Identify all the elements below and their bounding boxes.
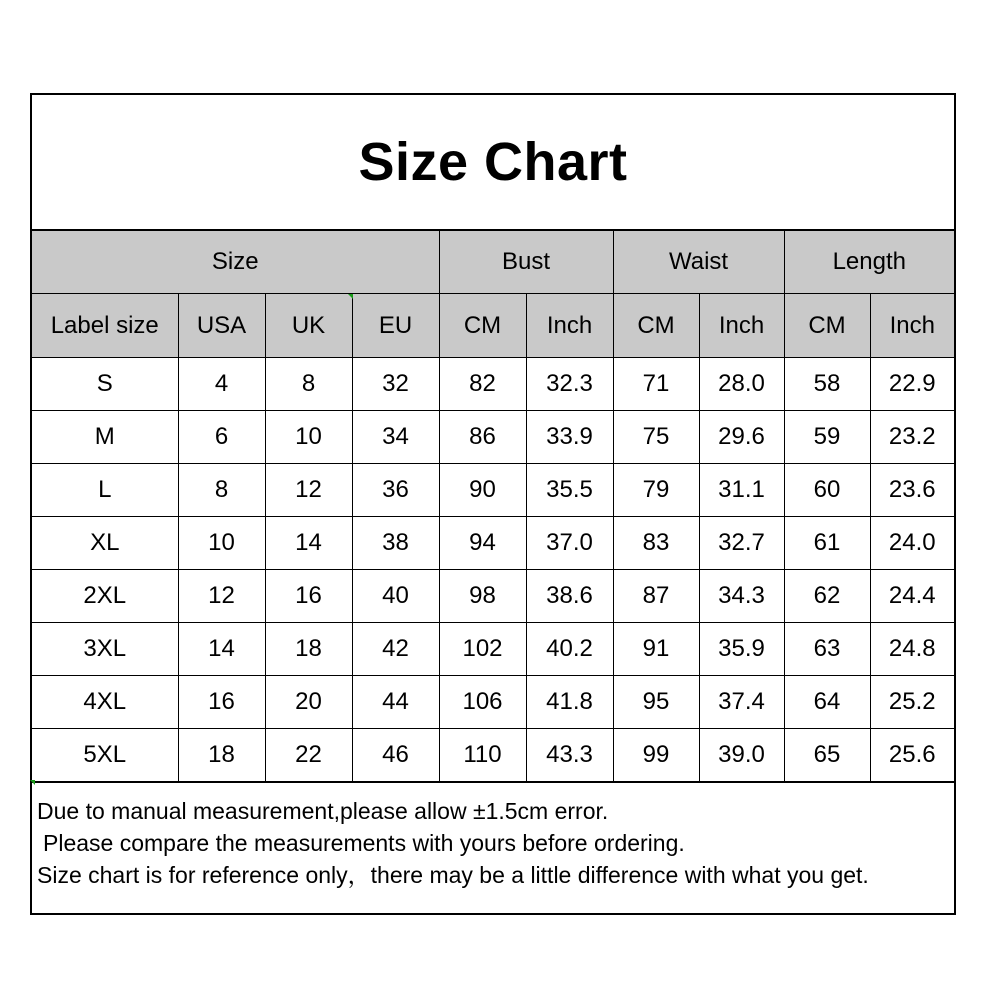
table-cell: 18 [265, 623, 352, 676]
table-cell: 102 [439, 623, 526, 676]
table-cell: 91 [613, 623, 699, 676]
table-cell: 24.8 [870, 623, 954, 676]
table-cell: 8 [265, 358, 352, 411]
table-cell: 83 [613, 517, 699, 570]
table-cell: 16 [265, 570, 352, 623]
table-cell: 46 [352, 729, 439, 782]
table-cell: 34 [352, 411, 439, 464]
table-cell: 22.9 [870, 358, 954, 411]
table-row [32, 676, 954, 729]
column-header: Inch [526, 294, 613, 358]
table-row [32, 464, 954, 517]
column-header: CM [613, 294, 699, 358]
group-header-size: Size [32, 231, 439, 294]
table-cell: 22 [265, 729, 352, 782]
table-cell: 40 [352, 570, 439, 623]
table-cell: 12 [178, 570, 265, 623]
title-box [32, 95, 954, 231]
chart-title: Size Chart [358, 132, 628, 192]
table-cell: 82 [439, 358, 526, 411]
table-row [32, 411, 954, 464]
size-label-cell: 5XL [32, 729, 178, 782]
table-cell: 71 [613, 358, 699, 411]
table-row [32, 570, 954, 623]
table-cell: 98 [439, 570, 526, 623]
table-cell: 23.2 [870, 411, 954, 464]
table-cell: 40.2 [526, 623, 613, 676]
table-cell: 14 [178, 623, 265, 676]
table-cell: 63 [784, 623, 870, 676]
table-cell: 38.6 [526, 570, 613, 623]
note-line: Size chart is for reference only，there may be a little difference with what you get. [37, 862, 869, 888]
table-cell: 23.6 [870, 464, 954, 517]
table-row [32, 517, 954, 570]
table-cell: 16 [178, 676, 265, 729]
table-cell: 35.5 [526, 464, 613, 517]
notes-box [32, 782, 954, 913]
table-cell: 4 [178, 358, 265, 411]
size-label-cell: 3XL [32, 623, 178, 676]
table-cell: 65 [784, 729, 870, 782]
table-cell: 38 [352, 517, 439, 570]
table-cell: 42 [352, 623, 439, 676]
table-cell: 24.0 [870, 517, 954, 570]
table-cell: 32.7 [699, 517, 784, 570]
size-label-cell: XL [32, 517, 178, 570]
table-cell: 61 [784, 517, 870, 570]
table-cell: 44 [352, 676, 439, 729]
group-header-row [32, 231, 954, 294]
table-cell: 39.0 [699, 729, 784, 782]
group-header-bust: Bust [439, 231, 613, 294]
table-cell: 20 [265, 676, 352, 729]
table-row [32, 358, 954, 411]
cell-marker [348, 294, 353, 299]
table-cell: 10 [265, 411, 352, 464]
group-header-waist: Waist [613, 231, 784, 294]
table-cell: 12 [265, 464, 352, 517]
table-cell: 75 [613, 411, 699, 464]
size-chart [30, 93, 956, 915]
table-cell: 87 [613, 570, 699, 623]
table-cell: 6 [178, 411, 265, 464]
size-label-cell: M [32, 411, 178, 464]
subheader-row [32, 294, 954, 358]
table-cell: 95 [613, 676, 699, 729]
table-cell: 28.0 [699, 358, 784, 411]
group-header-length: Length [784, 231, 954, 294]
table-cell: 58 [784, 358, 870, 411]
table-cell: 59 [784, 411, 870, 464]
table-cell: 64 [784, 676, 870, 729]
column-header: Inch [870, 294, 954, 358]
table-cell: 60 [784, 464, 870, 517]
table-cell: 62 [784, 570, 870, 623]
table-body [32, 358, 954, 782]
size-label-cell: L [32, 464, 178, 517]
column-header: UK [265, 294, 352, 358]
table-cell: 94 [439, 517, 526, 570]
table-cell: 106 [439, 676, 526, 729]
table-cell: 90 [439, 464, 526, 517]
table-cell: 41.8 [526, 676, 613, 729]
table-cell: 35.9 [699, 623, 784, 676]
note-line: Due to manual measurement,please allow ±1.5cm error. [37, 798, 609, 824]
column-header: USA [178, 294, 265, 358]
table-cell: 14 [265, 517, 352, 570]
note-line: Please compare the measurements with yours before ordering. [43, 830, 685, 856]
size-label-cell: 2XL [32, 570, 178, 623]
table-cell: 86 [439, 411, 526, 464]
table-cell: 34.3 [699, 570, 784, 623]
table-cell: 32.3 [526, 358, 613, 411]
table-cell: 25.2 [870, 676, 954, 729]
table-cell: 36 [352, 464, 439, 517]
table-row [32, 623, 954, 676]
column-header: EU [352, 294, 439, 358]
size-label-cell: 4XL [32, 676, 178, 729]
size-label-cell: S [32, 358, 178, 411]
column-header: CM [784, 294, 870, 358]
size-table [32, 231, 954, 782]
table-cell: 37.4 [699, 676, 784, 729]
table-cell: 37.0 [526, 517, 613, 570]
table-cell: 10 [178, 517, 265, 570]
column-header: Label size [32, 294, 178, 358]
table-cell: 24.4 [870, 570, 954, 623]
table-cell: 29.6 [699, 411, 784, 464]
table-cell: 25.6 [870, 729, 954, 782]
column-header: CM [439, 294, 526, 358]
table-cell: 18 [178, 729, 265, 782]
table-cell: 110 [439, 729, 526, 782]
column-header: Inch [699, 294, 784, 358]
table-cell: 31.1 [699, 464, 784, 517]
table-cell: 33.9 [526, 411, 613, 464]
table-cell: 99 [613, 729, 699, 782]
table-cell: 32 [352, 358, 439, 411]
cell-marker [30, 780, 35, 785]
table-cell: 8 [178, 464, 265, 517]
table-cell: 79 [613, 464, 699, 517]
table-row [32, 729, 954, 782]
table-cell: 43.3 [526, 729, 613, 782]
